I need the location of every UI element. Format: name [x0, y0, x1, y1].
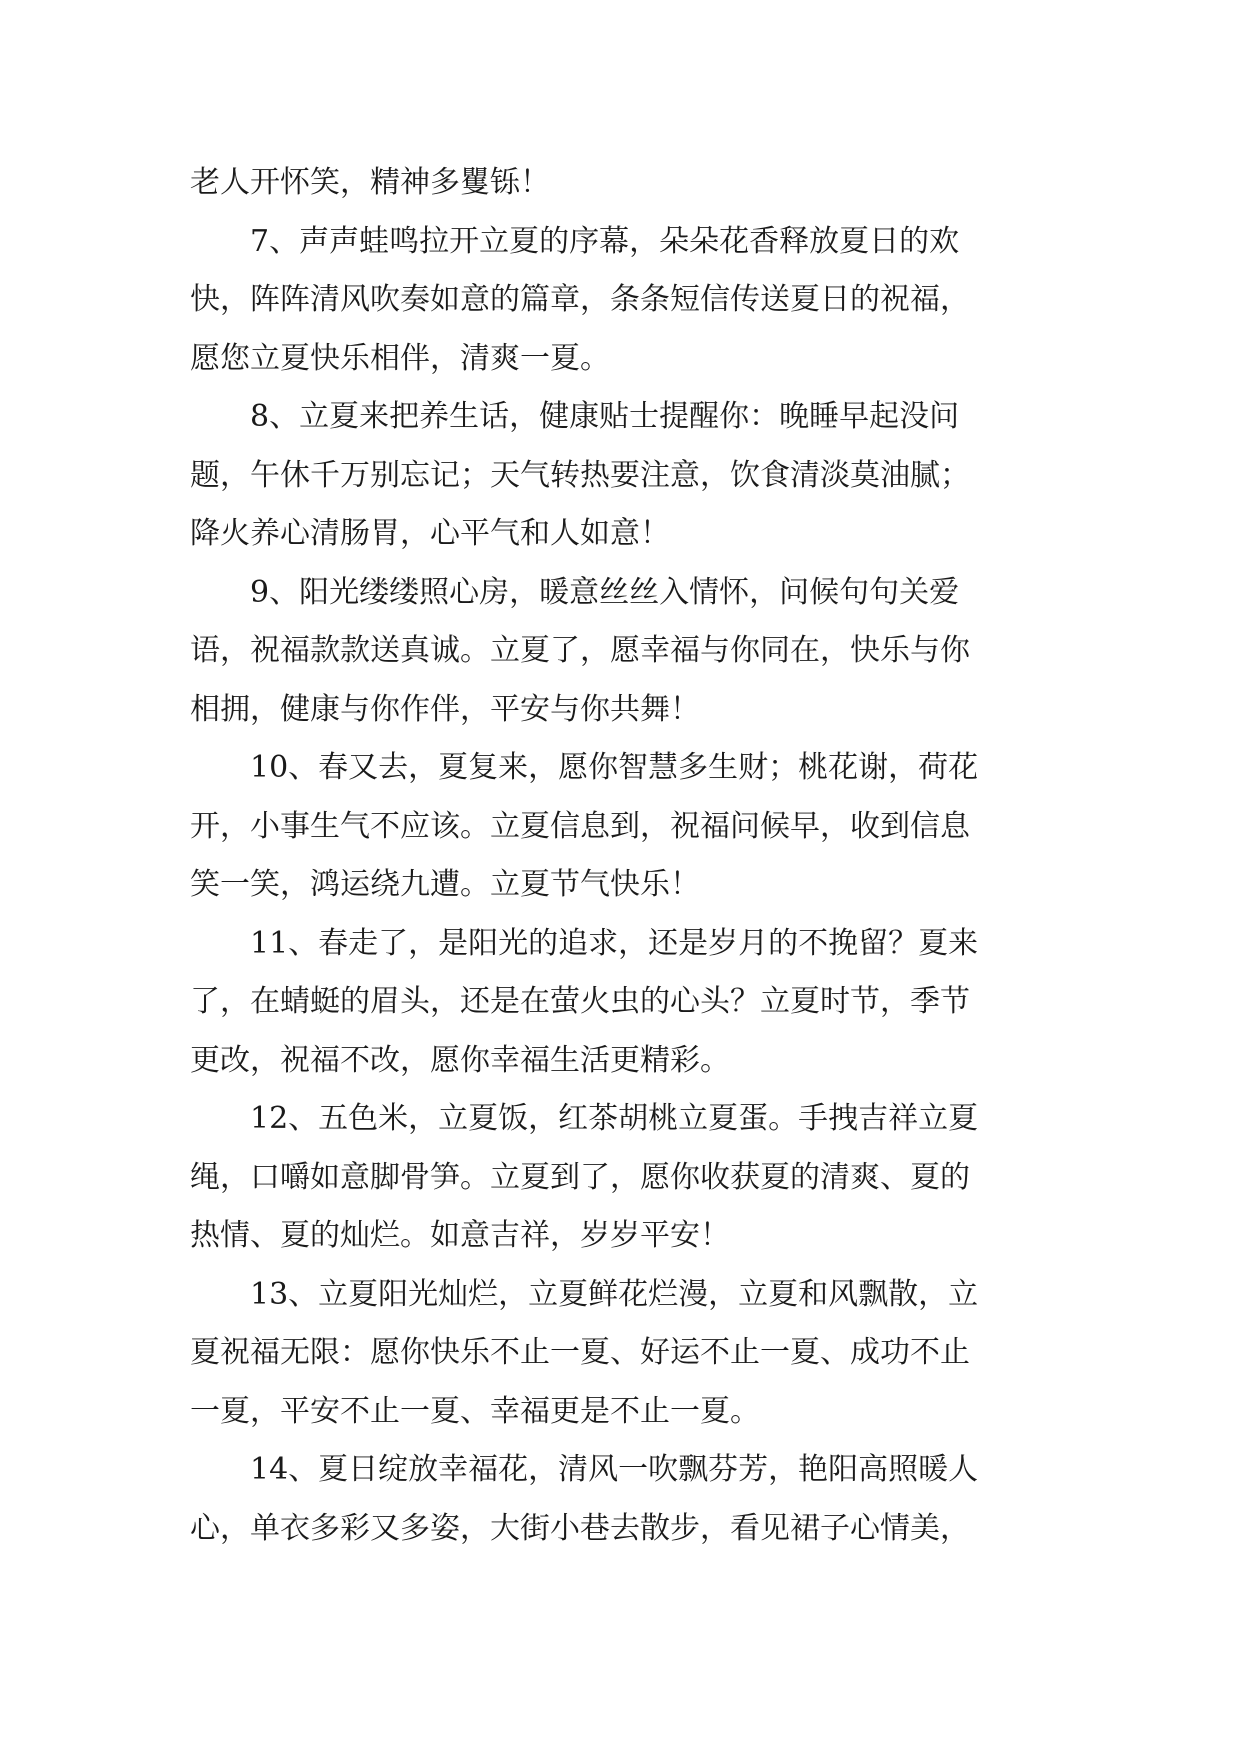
- paragraph-start-line: 9、阳光缕缕照心房，暖意丝丝入情怀，问候句句关爱: [250, 574, 960, 610]
- paragraph-start-line: 14、夏日绽放幸福花，清风一吹飘芬芳，艳阳高照暖人: [250, 1452, 979, 1487]
- paragraph-start-line: 10、春又去，夏复来，愿你智慧多生财；桃花谢，荷花: [250, 750, 979, 785]
- text-line: 语，祝福款款送真诚。立夏了，愿幸福与你同在，快乐与你: [190, 633, 970, 668]
- text-line: 热情、夏的灿烂。如意吉祥，岁岁平安！: [190, 1218, 730, 1253]
- paragraph-start-line: 13、立夏阳光灿烂，立夏鲜花烂漫，立夏和风飘散，立: [250, 1276, 979, 1312]
- paragraph-start-line: 11、春走了，是阳光的追求，还是岁月的不挽留？夏来: [250, 925, 979, 961]
- paragraph-start-line: 7、声声蛙鸣拉开立夏的序幕，朵朵花香释放夏日的欢: [250, 223, 960, 259]
- text-line: 一夏，平安不止一夏、幸福更是不止一夏。: [190, 1393, 760, 1429]
- text-line: 心，单衣多彩又多姿，大街小巷去散步，看见裙子心情美，: [190, 1510, 970, 1546]
- text-line: 了，在蜻蜓的眉头，还是在萤火虫的心头？立夏时节，季节: [190, 984, 970, 1019]
- text-line: 开，小事生气不应该。立夏信息到，祝福问候早，收到信息: [190, 808, 970, 844]
- paragraph-start-line: 8、立夏来把养生话，健康贴士提醒你：晚睡早起没问: [250, 399, 960, 434]
- text-line: 更改，祝福不改，愿你幸福生活更精彩。: [190, 1042, 730, 1078]
- text-line: 老人开怀笑，精神多矍铄！: [190, 165, 550, 200]
- text-line: 快，阵阵清风吹奏如意的篇章，条条短信传送夏日的祝福，: [190, 282, 970, 317]
- text-line: 绳，口嚼如意脚骨笋。立夏到了，愿你收获夏的清爽、夏的: [190, 1159, 970, 1195]
- text-line: 愿您立夏快乐相伴，清爽一夏。: [190, 340, 610, 376]
- text-line: 相拥，健康与你作伴，平安与你共舞！: [190, 691, 700, 727]
- text-line: 题，午休千万别忘记；天气转热要注意，饮食清淡莫油腻；: [190, 457, 970, 493]
- document-body: [190, 154, 1050, 1558]
- text-line: 笑一笑，鸿运绕九遭。立夏节气快乐！: [190, 867, 700, 902]
- paragraph-start-line: 12、五色米，立夏饭，红茶胡桃立夏蛋。手拽吉祥立夏: [250, 1101, 979, 1136]
- text-line: 夏祝福无限：愿你快乐不止一夏、好运不止一夏、成功不止: [190, 1335, 970, 1370]
- text-line: 降火养心清肠胃，心平气和人如意！: [190, 516, 670, 551]
